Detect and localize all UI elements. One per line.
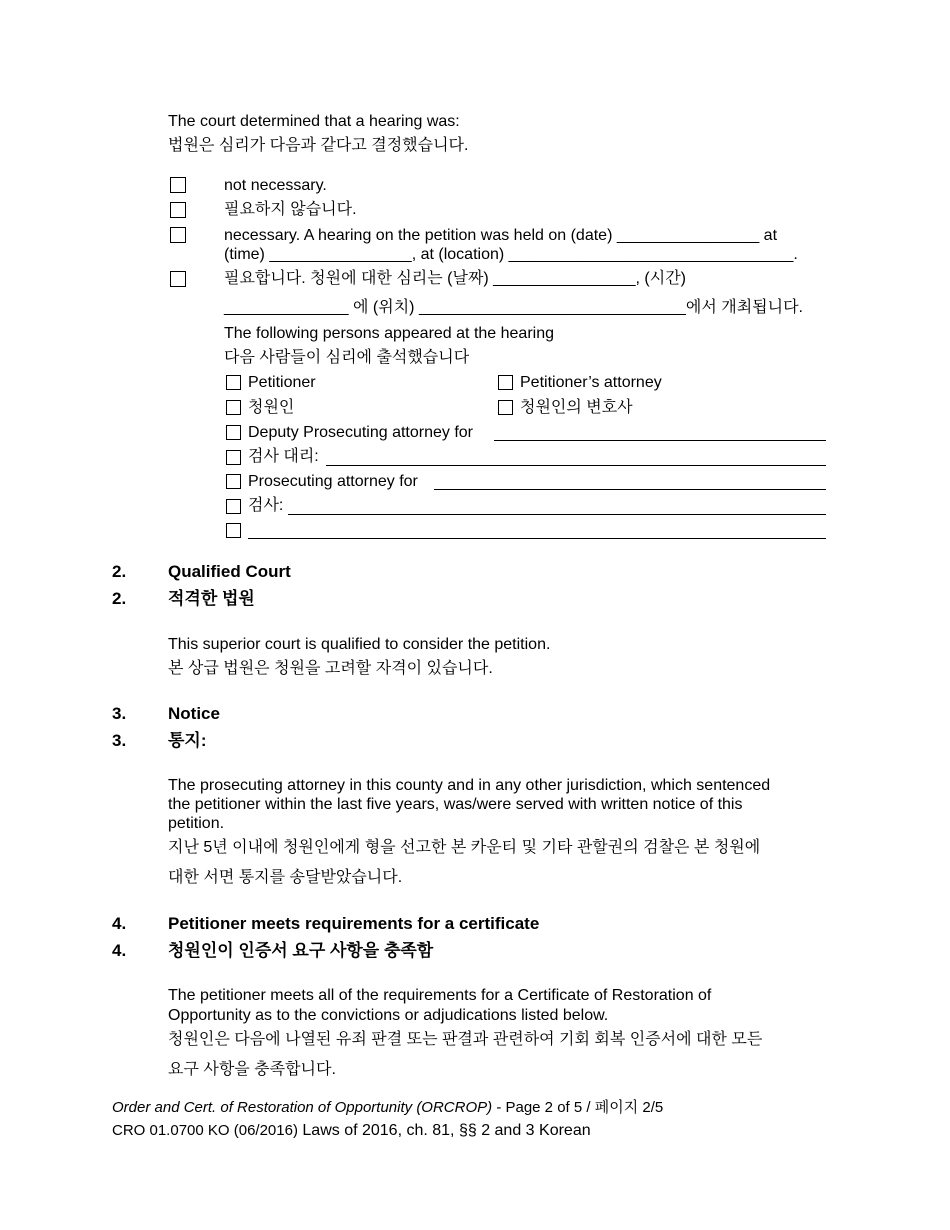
footer-line-1 — [112, 1098, 663, 1118]
deputy-prosecutor-line-ko[interactable] — [326, 465, 826, 466]
section-2-body-en: This superior court is qualified to consider the petition. — [168, 636, 551, 653]
hearing-intro-ko: 법원은 심리가 다음과 같다고 결정했습니다. — [168, 137, 469, 154]
other-line[interactable] — [248, 538, 826, 539]
section-3-body-en-2: the petitioner within the last five years, was/were served with written notice of this — [168, 796, 743, 813]
section-3-title-ko: 통지: — [168, 731, 207, 750]
not-necessary-label-ko: 필요하지 않습니다. — [224, 201, 357, 218]
section-3-number-en: 3. — [112, 704, 127, 723]
section-2-title-ko: 적격한 법원 — [168, 589, 255, 608]
footer-form-code: CRO 01.0700 KO (06/2016) — [112, 1122, 298, 1139]
section-4-body-en-2: Opportunity as to the convictions or adjudications listed below. — [168, 1007, 609, 1024]
pet-attorney-checkbox-en[interactable] — [498, 375, 513, 390]
prosecutor-label-en: Prosecuting attorney for — [248, 473, 418, 490]
section-4-body-ko-2: 요구 사항을 충족합니다. — [168, 1061, 336, 1078]
pet-attorney-label-en: Petitioner’s attorney — [520, 374, 662, 391]
prosecutor-line-en[interactable] — [434, 489, 826, 490]
necessary-checkbox-en[interactable] — [170, 227, 186, 243]
section-3-body-ko-2: 대한 서면 통지를 송달받았습니다. — [168, 869, 403, 886]
pet-attorney-checkbox-ko[interactable] — [498, 400, 513, 415]
section-2-number-en: 2. — [112, 562, 127, 581]
section-2-number-ko: 2. — [112, 589, 127, 608]
deputy-prosecutor-label-en: Deputy Prosecuting attorney for — [248, 424, 474, 441]
necessary-checkbox-ko[interactable] — [170, 271, 186, 287]
not-necessary-label-en: not necessary. — [224, 177, 327, 194]
footer-line-2 — [112, 1121, 591, 1141]
necessary-label-en-2: (time) ________________, at (location) ________________________________. — [224, 246, 798, 263]
footer-laws: Laws of 2016, ch. 81, §§ 2 and 3 Korean — [297, 1122, 591, 1139]
petitioner-label-ko: 청원인 — [248, 399, 295, 416]
section-3-number-ko: 3. — [112, 731, 127, 750]
section-2-body-ko: 본 상급 법원은 청원을 고려할 자격이 있습니다. — [168, 660, 493, 677]
necessary-label-en-1: necessary. A hearing on the petition was held on (date) ________________ at — [224, 227, 778, 244]
not-necessary-checkbox-en[interactable] — [170, 177, 186, 193]
deputy-prosecutor-checkbox-ko[interactable] — [226, 450, 241, 465]
not-necessary-checkbox-ko[interactable] — [170, 202, 186, 218]
petitioner-checkbox-ko[interactable] — [226, 400, 241, 415]
petitioner-label-en: Petitioner — [248, 374, 316, 391]
prosecutor-checkbox-en[interactable] — [226, 474, 241, 489]
section-4-body-en-1: The petitioner meets all of the requirements for a Certificate of Restoration of — [168, 987, 712, 1004]
deputy-prosecutor-checkbox-en[interactable] — [226, 425, 241, 440]
deputy-prosecutor-line-en[interactable] — [494, 440, 826, 441]
other-checkbox[interactable] — [226, 523, 241, 538]
petitioner-checkbox-en[interactable] — [226, 375, 241, 390]
section-4-title-ko: 청원인이 인증서 요구 사항을 충족함 — [168, 941, 434, 960]
necessary-label-ko-1: 필요합니다. 청원에 대한 심리는 (날짜) ________________, (시간) — [224, 270, 687, 287]
pet-attorney-label-ko: 청원인의 변호사 — [520, 399, 633, 416]
section-3-title-en: Notice — [168, 704, 220, 723]
prosecutor-label-ko: 검사: — [248, 497, 284, 514]
section-4-number-ko: 4. — [112, 941, 127, 960]
hearing-intro-en: The court determined that a hearing was: — [168, 113, 460, 130]
appeared-ko: 다음 사람들이 심리에 출석했습니다 — [224, 349, 470, 366]
section-3-body-en-1: The prosecuting attorney in this county and in any other jurisdiction, which sentenced — [168, 777, 771, 794]
appeared-en: The following persons appeared at the hearing — [224, 325, 554, 342]
prosecutor-checkbox-ko[interactable] — [226, 499, 241, 514]
footer-page-info: - Page 2 of 5 / 페이지 2/5 — [492, 1099, 664, 1116]
footer-form-title: Order and Cert. of Restoration of Opportunity (ORCROP) — [112, 1099, 493, 1116]
section-4-title-en: Petitioner meets requirements for a certificate — [168, 914, 540, 933]
section-3-body-en-3: petition. — [168, 815, 225, 832]
deputy-prosecutor-label-ko: 검사 대리: — [248, 448, 319, 465]
section-2-title-en: Qualified Court — [168, 562, 291, 581]
section-4-body-ko-1: 청원인은 다음에 나열된 유죄 판결 또는 판결과 관련하여 기회 회복 인증서에 대한 모든 — [168, 1031, 763, 1048]
section-3-body-ko-1: 지난 5년 이내에 청원인에게 형을 선고한 본 카운티 및 기타 관할권의 검찰은 본 청원에 — [168, 839, 761, 856]
section-4-number-en: 4. — [112, 914, 127, 933]
prosecutor-line-ko[interactable] — [288, 514, 826, 515]
necessary-label-ko-2: ______________ 에 (위치) ______________________________에서 개최됩니다. — [224, 299, 803, 316]
